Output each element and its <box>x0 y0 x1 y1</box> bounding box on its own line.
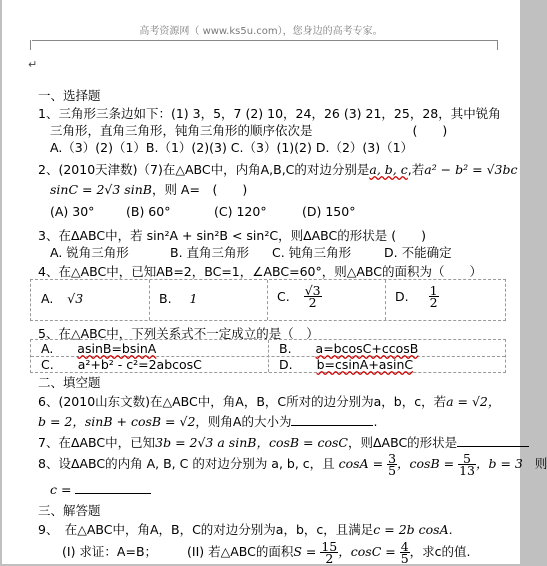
fraction <box>458 453 476 476</box>
option-label: A. <box>41 341 54 356</box>
q6-condition: ，sinB + cosB = √2 <box>72 414 196 429</box>
q6-end: . <box>373 414 378 429</box>
q2-option-a: (A) 30° <box>50 204 95 219</box>
q3-option-d: D. 不能确定 <box>384 245 452 260</box>
denominator: 13 <box>459 463 475 478</box>
q7-condition: ，cosB = cosC <box>256 435 348 450</box>
q9-line1 <box>38 520 453 538</box>
option-label: A. <box>41 291 54 306</box>
q1-options: A.（3）(2)（1）B.（1）(2)(3) C.（3）(1)(2) D.（2）(3)（1） <box>50 140 414 155</box>
q9-part2: (II) 若△ABC的面积 <box>187 544 294 559</box>
option-value: asinB=bsinA <box>77 341 157 356</box>
q4-option-b <box>159 291 198 306</box>
option-value: a=bcosC+ccosB <box>315 341 419 356</box>
q2-question: ，则 A= ( ) <box>151 182 248 197</box>
q7-answer-blank[interactable] <box>457 446 529 447</box>
q2-formula: a² − b² = √3bc <box>424 162 518 177</box>
q4-stem: 4、在△ABC中，已知AB=2，BC=1，∠ABC=60°，则△ABC的面积为（ ） <box>38 264 482 279</box>
q5-stem: 5、在△ABC中，下列关系式不一定成立的是（ ） <box>38 326 319 341</box>
denominator: 2 <box>325 551 334 566</box>
option-label: B. <box>279 341 292 356</box>
q5-option-d <box>279 357 413 372</box>
page-header: 高考资源网（ www.ks5u.com），您身边的高考专家。 <box>139 26 383 37</box>
margin-corner-right <box>497 40 498 50</box>
q5-options-table <box>30 339 506 373</box>
q3-stem: 3、在ΔABC中，若 sin²A + sin²B < sin²C，则ΔABC的形状是 ( ) <box>38 228 426 243</box>
numerator: 3 <box>388 451 397 466</box>
q6-b-value: b = 2 <box>38 414 73 429</box>
table-divider <box>149 280 150 320</box>
option-label: D. <box>395 289 409 304</box>
section-heading-fill: 二、填空题 <box>38 375 101 390</box>
q6-line1 <box>38 392 500 410</box>
document-page <box>2 0 547 566</box>
q9-stem: 9、 在△ABC中，角A，B，C的对边分别为a，b，c，且满足 <box>38 522 374 537</box>
q3-option-a: A. 锐角三角形 <box>50 245 129 260</box>
q6-answer-blank[interactable] <box>291 425 373 426</box>
q7-question: ，则ΔABC的形状是 <box>348 435 458 450</box>
q2-option-b: (B) 60° <box>126 204 171 219</box>
q4-option-c <box>277 285 322 308</box>
q3-option-c: C. 钝角三角形 <box>272 245 352 260</box>
q5-option-c <box>41 357 202 372</box>
q1-line1: 1、三角形三条边如下：(1) 3，5，7 (2) 10，24，26 (3) 21，25，28，其中锐角 <box>38 106 501 121</box>
q8-stem: 8、设ΔABC的内角 A, B, C 的对边分别为 a, b, c，且 <box>38 456 335 471</box>
option-label: B. <box>159 291 172 306</box>
fraction <box>304 285 322 308</box>
paragraph-mark-icon: ↵ <box>28 58 38 71</box>
section-heading-solve: 三、解答题 <box>38 503 101 518</box>
q9-condition: c = 2b cosA. <box>373 522 453 537</box>
q8-cosb-label: ，cosB = <box>397 456 455 471</box>
header-rule <box>32 40 498 41</box>
q8-cosa-label: cosA = <box>338 456 384 471</box>
q1-line2 <box>50 121 447 139</box>
option-value: √3 <box>67 291 84 306</box>
q8-c-label: c = <box>50 482 72 497</box>
q8-line <box>38 453 547 476</box>
q6-line2 <box>38 412 377 430</box>
fraction <box>429 285 439 308</box>
q5-option-b <box>279 341 418 356</box>
q4-option-a <box>41 291 83 306</box>
q7-line <box>38 433 529 451</box>
q1-stem: 三角形，直角三角形，钝角三角形的顺序依次是 <box>50 123 313 138</box>
q2-sides: a, b, c <box>369 162 408 177</box>
q1-answer-paren: ( ) <box>412 123 448 138</box>
numerator: 1 <box>429 283 438 298</box>
q4-options-table <box>30 279 506 321</box>
q4-option-d <box>395 285 439 308</box>
q9-question: ，求c的值. <box>409 544 471 559</box>
table-divider <box>385 280 386 320</box>
q8-then: 则 <box>534 456 547 471</box>
q2-option-c: (C) 120° <box>214 204 267 219</box>
numerator: √3 <box>304 283 321 298</box>
section-heading-choice: 一、选择题 <box>38 88 101 103</box>
fraction <box>387 453 397 476</box>
q6-stem: 6、(2010山东文数)在△ABC中，角A，B，C所对的边分别为a，b，c，若 <box>38 394 447 409</box>
q8-answer-line <box>50 482 151 497</box>
q6-question: ，则角A的大小为 <box>195 414 292 429</box>
q7-equation: 3b = 2√3 a sinB <box>155 435 257 450</box>
fraction <box>400 541 410 564</box>
q9-cosc-label: ，cosC = <box>338 544 396 559</box>
q2-stem: 2、(2010天津数)（7)在△ABC中，内角A,B,C的对边分别是 <box>38 162 370 177</box>
margin-corner-left <box>30 40 31 50</box>
q9-area-label: S = <box>293 544 317 559</box>
q2-if: ,若 <box>407 162 425 177</box>
q3-option-b: B. 直角三角形 <box>170 245 250 260</box>
q8-answer-blank[interactable] <box>75 493 151 494</box>
q2-line2 <box>50 180 247 198</box>
option-label: C. <box>277 289 290 304</box>
option-label: C. <box>41 357 54 372</box>
option-label: D. <box>279 357 293 372</box>
q9-line2 <box>62 541 471 564</box>
numerator: 15 <box>321 539 338 554</box>
denominator: 5 <box>388 463 397 478</box>
q2-condition: sinC = 2√3 sinB <box>50 182 152 197</box>
option-value: 1 <box>189 291 198 306</box>
q7-stem: 7、在ΔABC中，已知 <box>38 435 156 450</box>
q2-line1 <box>38 160 518 178</box>
denominator: 2 <box>308 295 317 310</box>
numerator: 4 <box>400 539 409 554</box>
table-divider <box>267 280 268 320</box>
q9-part1: (I) 求证：A=B； <box>62 544 158 559</box>
option-value: a²+b² - c²=2abcosC <box>77 357 202 372</box>
denominator: 2 <box>429 295 438 310</box>
option-value: b=csinA+asinC <box>316 357 414 372</box>
q5-option-a <box>41 341 156 356</box>
denominator: 5 <box>400 551 409 566</box>
q2-option-d: (D) 150° <box>302 204 356 219</box>
fraction <box>320 541 338 564</box>
q8-b-value: ，b = 3 <box>475 456 523 471</box>
q6-a-value: a = √2， <box>446 394 501 409</box>
numerator: 5 <box>458 453 476 465</box>
